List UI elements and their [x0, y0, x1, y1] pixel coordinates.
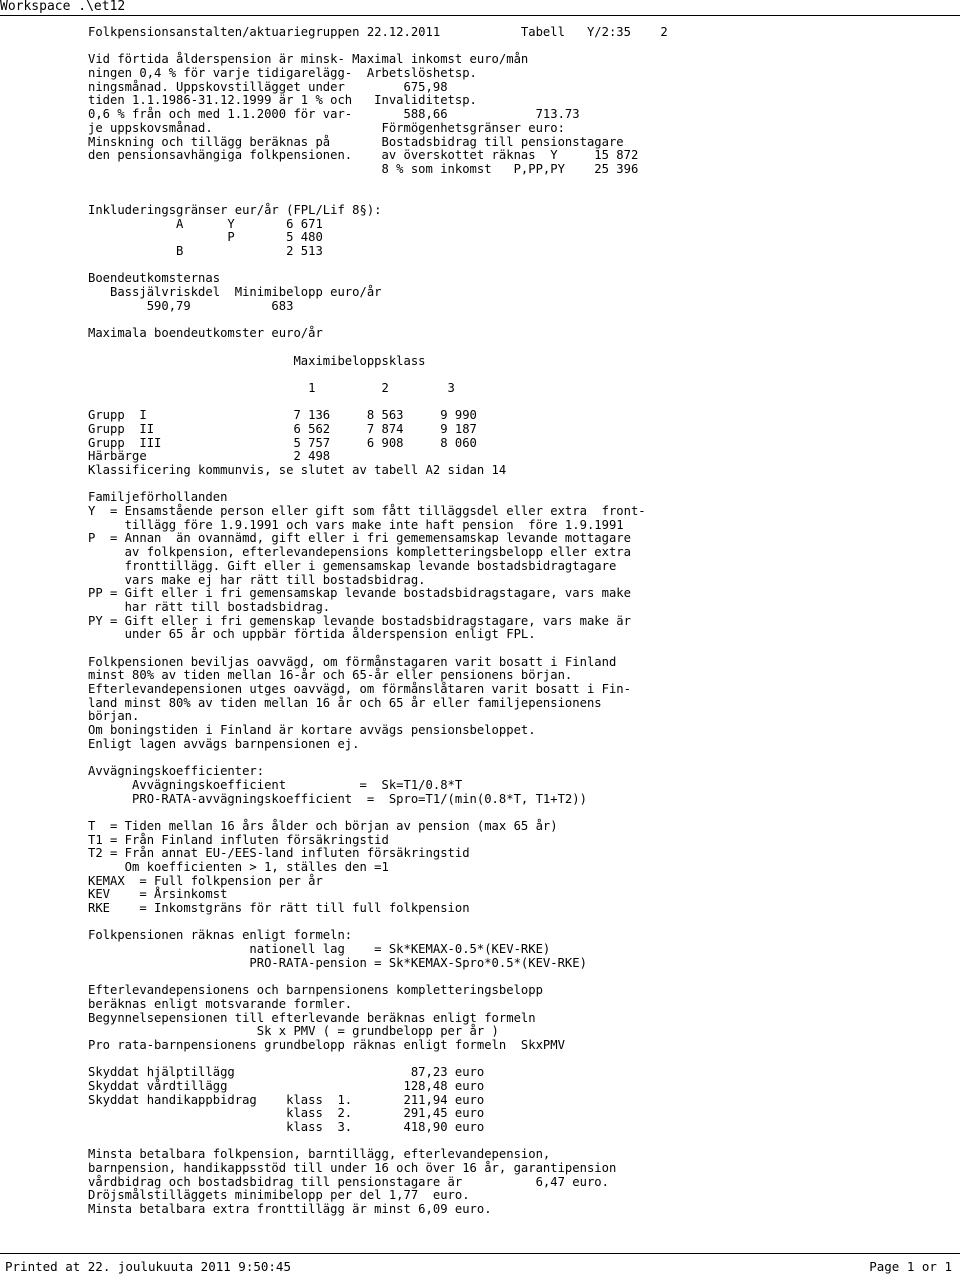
- document-line: Dröjsmålstilläggets minimibelopp per del 1,77 euro.: [88, 1188, 470, 1203]
- document-line: je uppskovsmånad. Förmögenhetsgränser euro:: [88, 120, 565, 135]
- document-line: [88, 478, 668, 492]
- document-line: Skyddat hjälptillägg 87,23 euro: [88, 1065, 485, 1080]
- page-indicator: Page 1 or 1: [869, 1259, 952, 1274]
- document-line: ningsmånad. Uppskovstillägget under 675,98: [88, 79, 448, 94]
- document-line: PP = Gift eller i fri gemensamskap levande bostadsbidragstagare, vars make: [88, 586, 631, 601]
- document-line: Skyddat vårdtillägg 128,48 euro: [88, 1078, 485, 1093]
- footer-divider: [0, 1253, 960, 1254]
- document-line: [88, 806, 668, 820]
- document-line: Efterlevandepensionen utges oavvägd, om förmånslåtaren varit bosatt i Fin-: [88, 682, 631, 696]
- document-line: [88, 177, 668, 191]
- document-body: [88, 26, 668, 1217]
- document-line: KEV = Årsinkomst: [88, 887, 228, 902]
- document-line: KEMAX = Full folkpension per år: [88, 873, 323, 888]
- document-line: [88, 642, 668, 656]
- document-line: klass 2. 291,45 euro: [88, 1106, 485, 1121]
- document-line: PRO-RATA-avvägningskoefficient = Spro=T1/(min(0.8*T, T1+T2)): [88, 791, 587, 806]
- document-line: Minsta betalbara extra fronttillägg är minst 6,09 euro.: [88, 1202, 492, 1217]
- document-line: Vid förtida ålderspension är minsk- Maximal inkomst euro/mån: [88, 52, 529, 67]
- document-line: 0,6 % från och med 1.1.2000 för var- 588,66 713.73: [88, 107, 580, 122]
- document-line: 8 % som inkomst P,PP,PY 25 396: [88, 161, 639, 176]
- document-line: Sk x PMV ( = grundbelopp per år ): [88, 1024, 499, 1039]
- document-line: Boendeutkomsternas: [88, 271, 221, 286]
- document-line: [88, 916, 668, 930]
- document-line: fronttillägg. Gift eller i gemensamskap levande bostadsbidragtagare: [88, 558, 617, 573]
- document-line: [88, 190, 668, 204]
- document-line: Folkpensionen räknas enligt formeln:: [88, 928, 353, 943]
- document-line: 590,79 683: [88, 298, 294, 313]
- document-line: Härbärge 2 498: [88, 449, 331, 464]
- document-line: Begynnelsepensionen till efterlevande beräknas enligt formeln: [88, 1010, 536, 1025]
- document-line: P 5 480: [88, 230, 323, 245]
- document-line: T2 = Från annat EU-/EES-land influten försäkringstid: [88, 846, 470, 861]
- document-line: Maximala boendeutkomster euro/år: [88, 326, 323, 341]
- document-line: klass 3. 418,90 euro: [88, 1120, 485, 1134]
- document-line: [88, 341, 668, 355]
- document-line: Bassjälvriskdel Minimibelopp euro/år: [88, 285, 382, 300]
- document-line: Minsta betalbara folkpension, barntillägg, efterlevandepension,: [88, 1147, 551, 1162]
- document-line: [88, 1135, 668, 1149]
- document-line: [88, 259, 668, 273]
- printed-timestamp: Printed at 22. joulukuuta 2011 9:50:45: [5, 1259, 291, 1274]
- document-line: Folkpensionsanstalten/aktuariegruppen 22.12.2011 Tabell Y/2:35 2: [88, 25, 668, 39]
- document-line: [88, 1053, 668, 1067]
- document-line: Inkluderingsgränser eur/år (FPL/Lif 8§):: [88, 202, 382, 217]
- document-line: barnpension, handikappsstöd till under 16 och över 16 år, garantipension: [88, 1161, 617, 1176]
- document-line: Klassificering kommunvis, se slutet av tabell A2 sidan 14: [88, 463, 507, 477]
- document-line: Om koefficienten > 1, ställes den =1: [88, 859, 389, 874]
- document-line: land minst 80% av tiden mellan 16 år och 65 år eller familjepensionens: [88, 695, 602, 710]
- document-line: tillägg före 1.9.1991 och vars make inte haft pension före 1.9.1991: [88, 517, 624, 532]
- document-line: 1 2 3: [88, 380, 455, 395]
- document-line: P = Annan än ovannämd, gift eller i fri gememensamskap levande mottagare: [88, 531, 631, 546]
- document-line: Pro rata-barnpensionens grundbelopp räknas enligt formeln SkxPMV: [88, 1037, 565, 1052]
- document-line: Maximibeloppsklass: [88, 353, 426, 368]
- document-line: Y = Ensamstående person eller gift som fått tilläggsdel eller extra front-: [88, 504, 646, 519]
- document-line: [88, 396, 668, 410]
- document-line: [88, 368, 668, 382]
- document-line: Grupp II 6 562 7 874 9 187: [88, 421, 477, 436]
- document-line: Avvägningskoefficienter:: [88, 764, 265, 779]
- document-line: vars make ej har rätt till bostadsbidrag.: [88, 572, 426, 587]
- document-line: [88, 970, 668, 984]
- window-title: Workspace .\et12: [0, 0, 126, 14]
- document-line: Grupp III 5 757 6 908 8 060: [88, 435, 477, 450]
- document-line: T1 = Från Finland influten försäkringstid: [88, 832, 389, 847]
- header-divider: [0, 15, 960, 16]
- document-line: ningen 0,4 % för varje tidigarelägg- Arbetslöshetsp.: [88, 66, 477, 81]
- document-line: Folkpensionen beviljas oavvägd, om förmånstagaren varit bosatt i Finland: [88, 654, 617, 669]
- document-line: tiden 1.1.1986-31.12.1999 är 1 % och Invaliditetsp.: [88, 93, 477, 108]
- document-line: har rätt till bostadsbidrag.: [88, 599, 331, 614]
- document-line: Efterlevandepensionens och barnpensionens kompletteringsbelopp: [88, 983, 543, 998]
- document-line: Skyddat handikappbidrag klass 1. 211,94 euro: [88, 1092, 485, 1107]
- document-line: PRO-RATA-pension = Sk*KEMAX-Spro*0.5*(KEV-RKE): [88, 955, 587, 970]
- document-line: Grupp I 7 136 8 563 9 990: [88, 408, 477, 423]
- document-line: [88, 40, 668, 54]
- document-line: den pensionsavhängiga folkpensionen. av överskottet räknas Y 15 872: [88, 148, 639, 163]
- document-line: början.: [88, 709, 140, 724]
- document-line: Familjeförhollanden: [88, 490, 228, 505]
- document-line: Minskning och tillägg beräknas på Bostadsbidrag till pensionstagare: [88, 134, 624, 149]
- document-line: PY = Gift eller i fri gemenskap levande bostadsbidragstagare, vars make är: [88, 613, 631, 628]
- document-line: Om boningstiden i Finland är kortare avvägs pensionsbeloppet.: [88, 723, 536, 738]
- document-line: [88, 313, 668, 327]
- document-line: vårdbidrag och bostadsbidrag till pensionstagare är 6,47 euro.: [88, 1174, 609, 1189]
- document-line: [88, 751, 668, 765]
- document-line: nationell lag = Sk*KEMAX-0.5*(KEV-RKE): [88, 942, 551, 957]
- document-line: minst 80% av tiden mellan 16-år och 65-år eller pensionens början.: [88, 668, 573, 683]
- document-line: Avvägningskoefficient = Sk=T1/0.8*T: [88, 777, 463, 792]
- document-line: RKE = Inkomstgräns för rätt till full folkpension: [88, 901, 470, 915]
- document-line: av folkpension, efterlevandepensions kompletteringsbelopp eller extra: [88, 545, 631, 560]
- document-line: T = Tiden mellan 16 års ålder och början av pension (max 65 år): [88, 818, 558, 833]
- document-line: under 65 år och uppbär förtida ålderspension enligt FPL.: [88, 627, 536, 642]
- document-line: beräknas enligt motsvarande formler.: [88, 996, 353, 1011]
- document-line: Enligt lagen avvägs barnpensionen ej.: [88, 736, 360, 751]
- document-line: A Y 6 671: [88, 216, 323, 231]
- document-line: B 2 513: [88, 244, 323, 258]
